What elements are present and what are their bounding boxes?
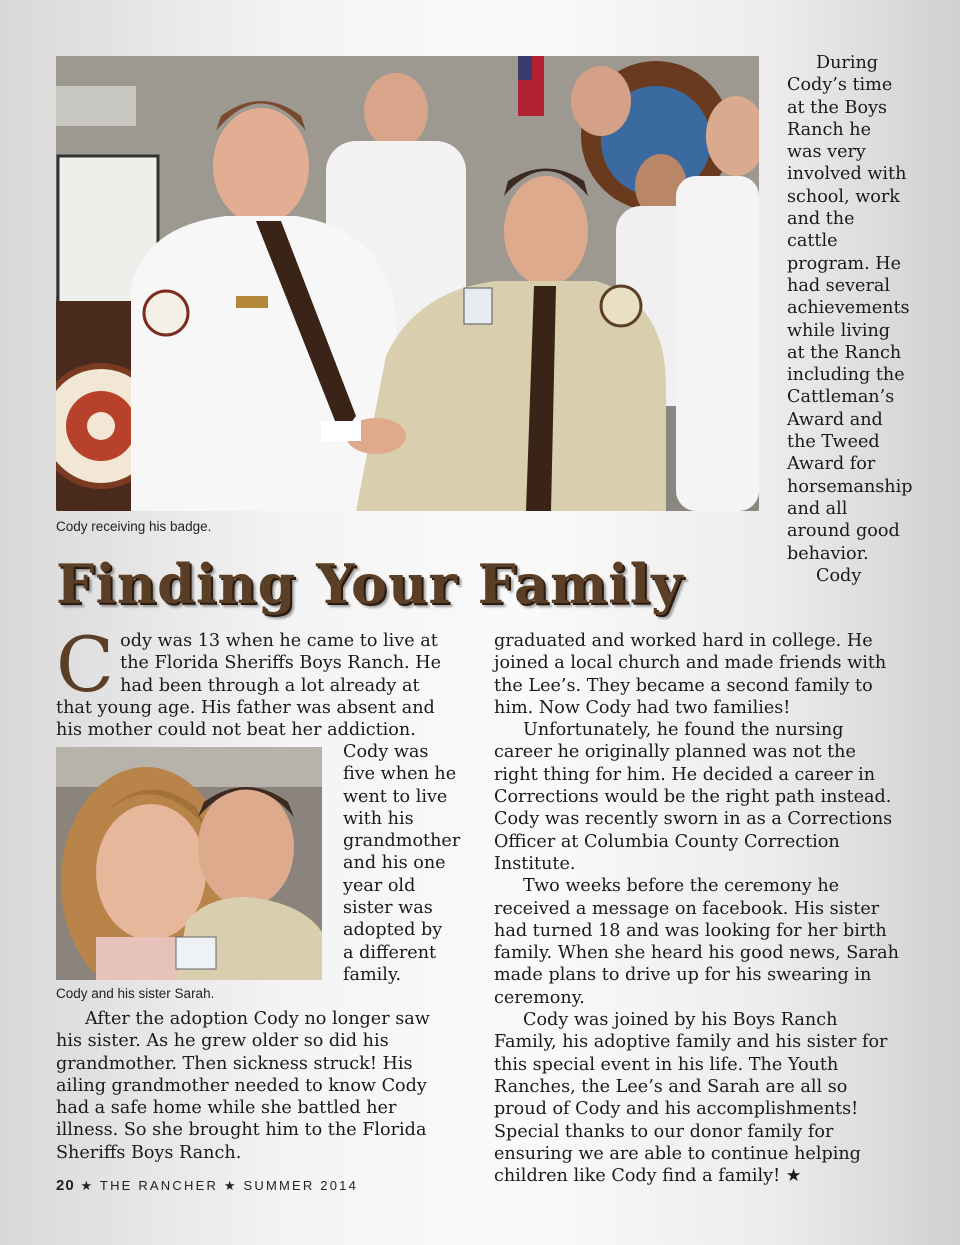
page-footer	[56, 1177, 358, 1194]
body-paragraph: Cody	[816, 565, 862, 586]
body-paragraph: During Cody’s time at the Boys Ranch he was very involved with school, work and the cattle program. He had several achievements while living at the Ranch including the Cattleman’s Award and the Tweed Award for horsemanship and all around good behavior.	[787, 53, 913, 564]
right-column-top	[787, 52, 913, 587]
left-column-bottom	[56, 1008, 456, 1164]
photo-cody-and-sister	[56, 747, 322, 980]
body-paragraph: Cody was five when he went to live with his grandmother and his one year old sister was adopted by a different family.	[343, 742, 461, 985]
headline: Finding Your Family	[56, 552, 684, 616]
drop-cap: C	[56, 620, 115, 709]
left-column-beside-photo	[343, 741, 461, 986]
body-paragraph: ody was 13 when he came to live at the Florida Sheriffs Boys Ranch. He had been through a lot already at that young age. His father was absent and his mother could not beat her addiction.	[56, 631, 442, 741]
body-paragraph: Cody was joined by his Boys Ranch Family, his adoptive family and his sister for this special event in his life. The Youth Ranches, the Lee’s and Sarah are all so proud of Cody and his accomplishments! Special thanks to our donor family for ensuring we are able to continue helping children like Cody find a family! ★	[494, 1010, 888, 1187]
body-paragraph: Two weeks before the ceremony he received a message on facebook. His sister had turned 18 and was looking for her birth family. When she heard his good news, Sarah made plans to drive up for his swearing in ceremony.	[494, 876, 900, 1008]
photo-small-caption: Cody and his sister Sarah.	[56, 986, 215, 1001]
page-number: 20	[56, 1177, 75, 1194]
body-paragraph: After the adoption Cody no longer saw his sister. As he grew older so did his grandmother. Then sickness struck! His ailing grandmother needed to know Cody had a safe home while she battled her illness. So she brought him to the Florida Sheriffs Boys Ranch.	[56, 1009, 430, 1163]
publication-line: ★ THE RANCHER ★ SUMMER 2014	[80, 1178, 359, 1193]
left-column-intro	[56, 620, 456, 741]
body-paragraph: graduated and worked hard in college. He joined a local church and made friends with the Lee’s. They became a second family to him. Now Cody had two families!	[494, 631, 887, 718]
photo-main-caption: Cody receiving his badge.	[56, 519, 212, 534]
photo-badge-ceremony	[56, 56, 759, 511]
right-column-main	[494, 630, 904, 1187]
body-paragraph: Unfortunately, he found the nursing career he originally planned was not the right thing for him. He decided a career in Corrections would be the right path instead. Cody was recently sworn in as a Corrections Officer at Columbia County Correction Institute.	[494, 720, 893, 874]
